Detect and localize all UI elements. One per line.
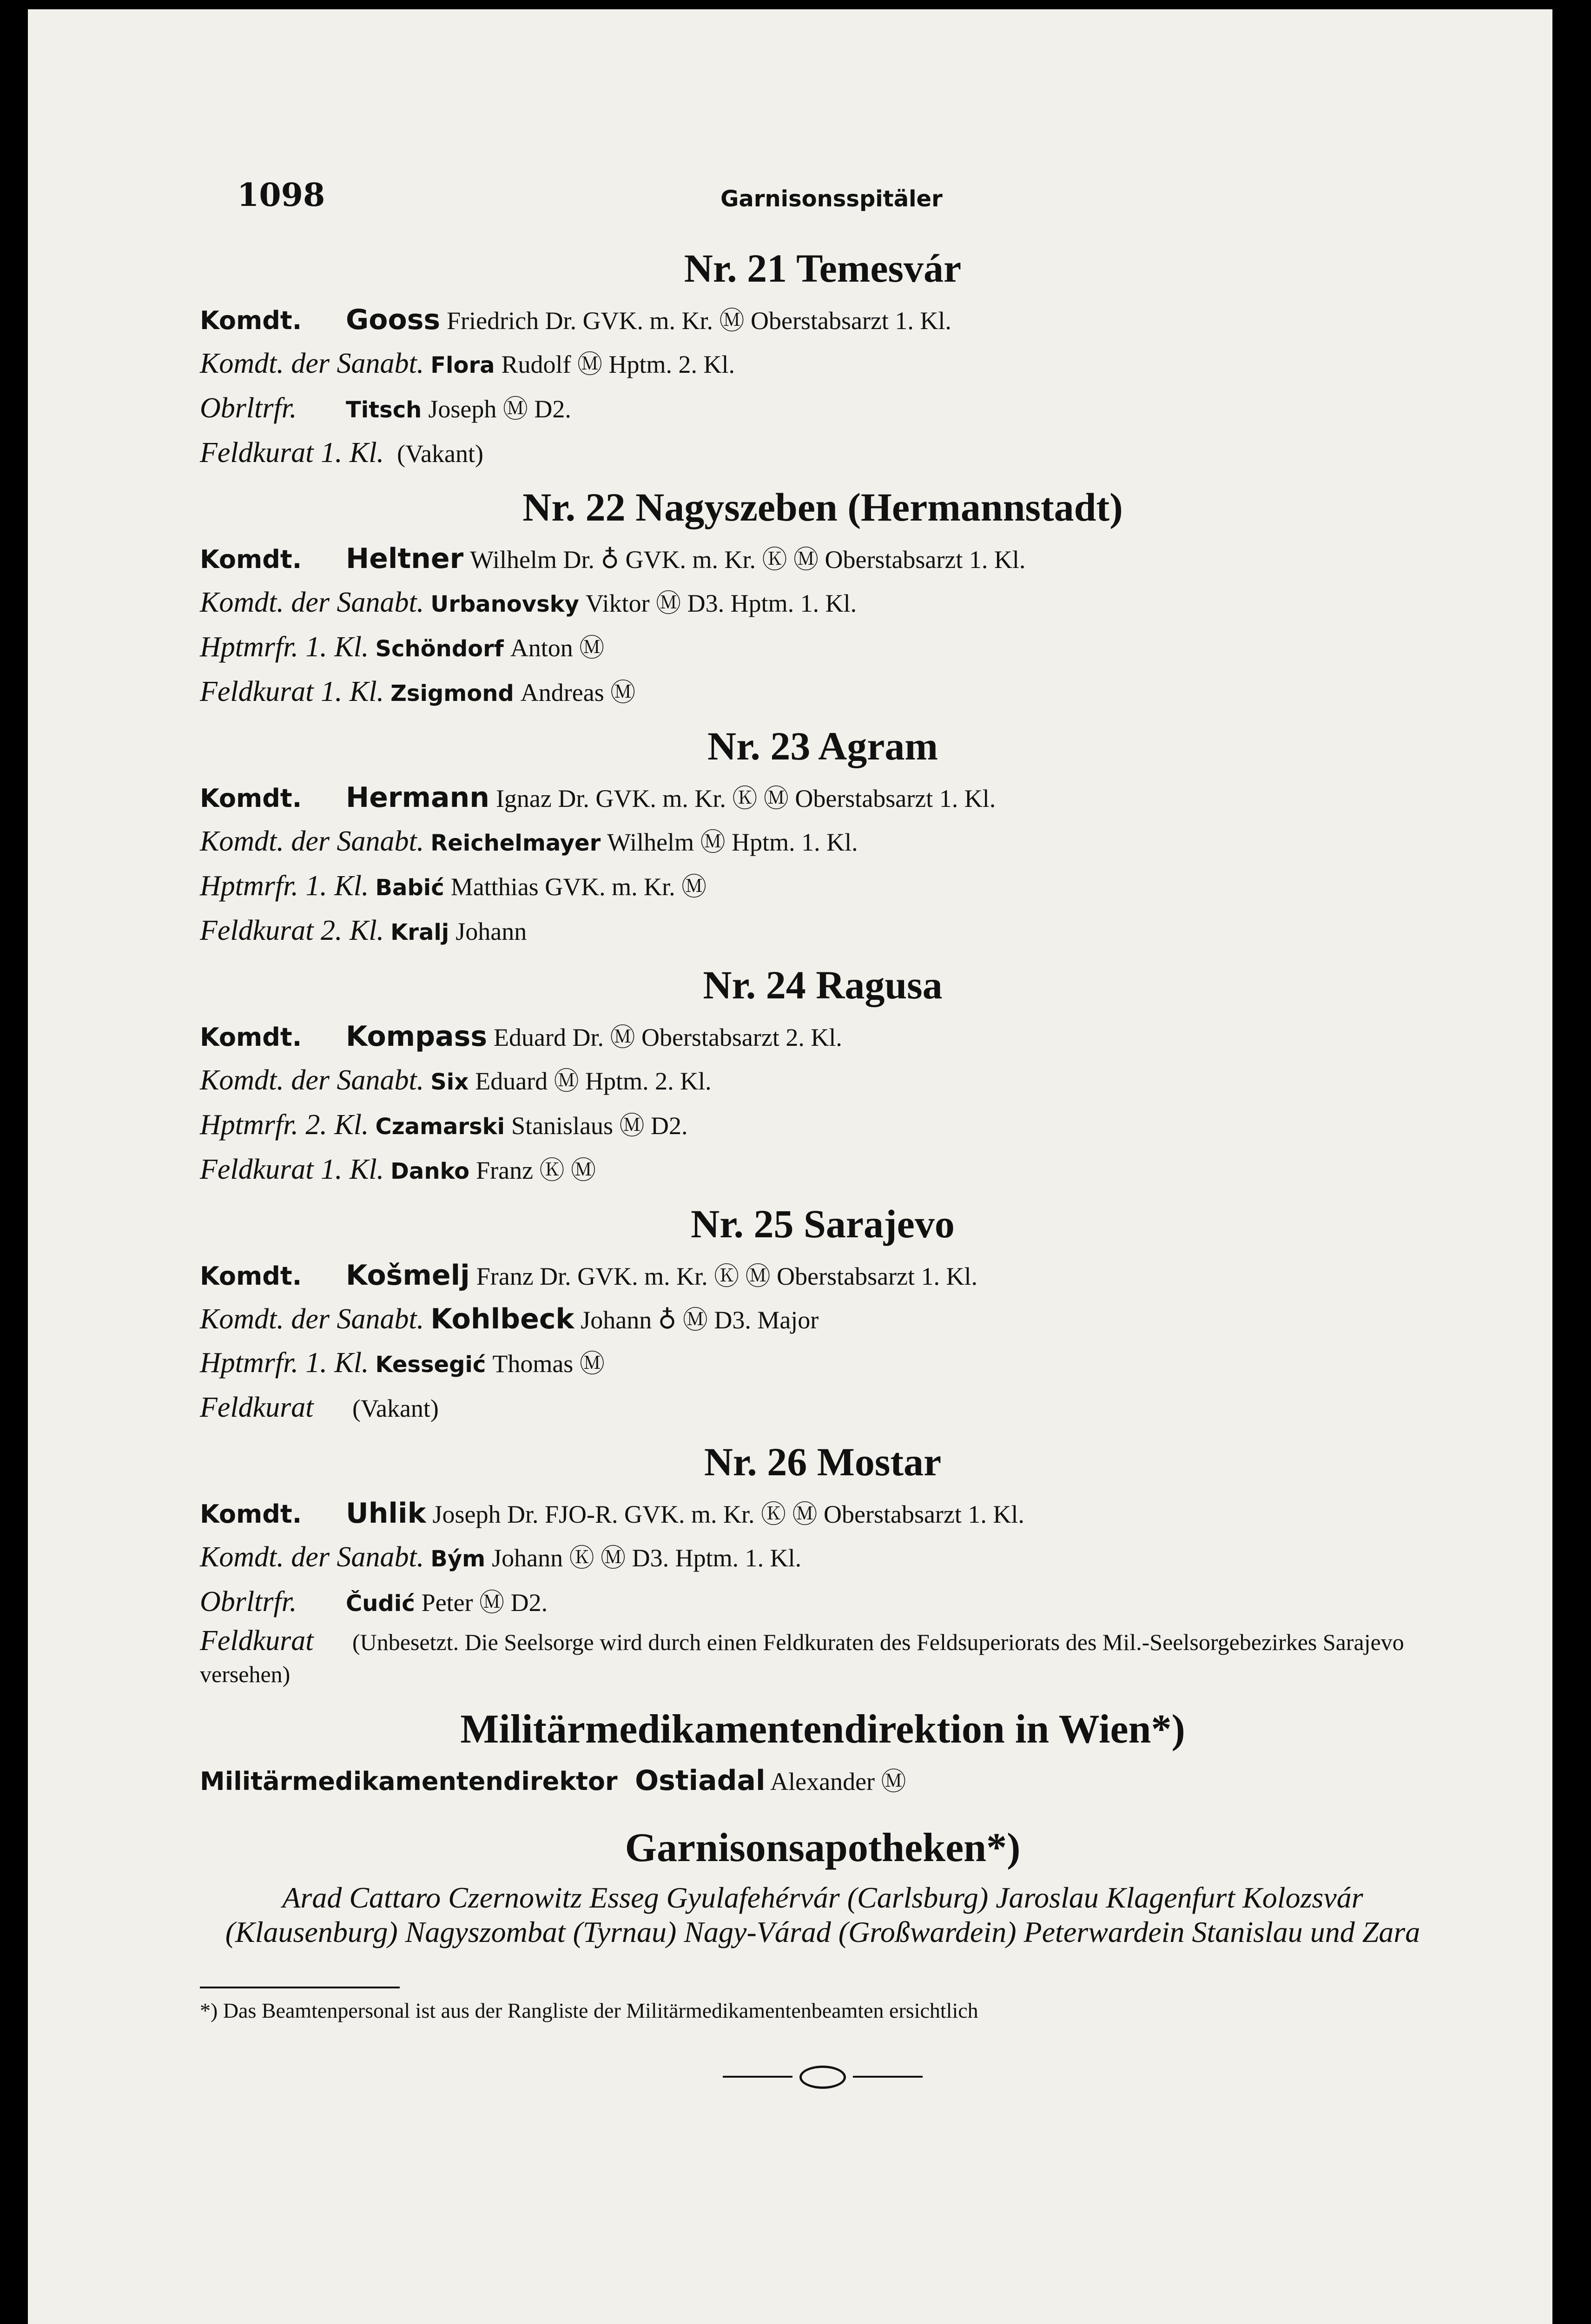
entry-row bbox=[200, 1254, 1446, 1298]
entry-role: Komdt. der Sanabt. bbox=[200, 1064, 424, 1096]
entry-details: Johann bbox=[456, 918, 527, 945]
entry-details: Friedrich Dr. GVK. m. Kr. Ⓜ Oberstabsarzt 1. Kl. bbox=[447, 307, 951, 335]
entry-name: Košmelj bbox=[346, 1259, 470, 1292]
entry-details: Anton Ⓜ bbox=[510, 634, 605, 662]
entry-details: Franz Ⓚ Ⓜ bbox=[476, 1156, 596, 1184]
entry-role: Feldkurat bbox=[200, 1392, 314, 1423]
entry-role: Hptmrfr. 1. Kl. bbox=[200, 1347, 369, 1379]
entry-row bbox=[200, 1103, 1446, 1148]
entry-role: Feldkurat 1. Kl. bbox=[200, 437, 384, 469]
section-nr22 bbox=[200, 480, 1446, 715]
entry-name: Kohlbeck bbox=[430, 1303, 574, 1335]
entry-row bbox=[200, 1298, 1446, 1341]
entry-details: Thomas Ⓜ bbox=[492, 1350, 605, 1378]
entry-name: Uhlik bbox=[346, 1497, 426, 1530]
entry-role: Feldkurat 2. Kl. bbox=[200, 915, 384, 946]
entry-name: Six bbox=[430, 1069, 469, 1095]
entry-role: Komdt. bbox=[200, 1023, 302, 1052]
entry-row bbox=[200, 820, 1446, 865]
entry-name: Zsigmond bbox=[390, 680, 514, 706]
entry-role: Obrltrfr. bbox=[200, 392, 297, 424]
entry-role: Komdt. bbox=[200, 545, 302, 574]
section-title: Nr. 22 Nagyszeben (Hermannstadt) bbox=[522, 485, 1123, 529]
entry-role: Komdt. der Sanabt. bbox=[200, 1303, 424, 1335]
entry-details: (Vakant) bbox=[397, 440, 483, 468]
entry-row bbox=[200, 1625, 1446, 1690]
entry-role: Komdt. der Sanabt. bbox=[200, 825, 424, 857]
section-title: Nr. 26 Mostar bbox=[704, 1439, 942, 1484]
entry-name: Flora bbox=[430, 352, 495, 378]
entry-details: Peter Ⓜ D2. bbox=[421, 1589, 548, 1617]
entry-row bbox=[200, 1492, 1446, 1536]
entry-details: Andreas Ⓜ bbox=[520, 679, 636, 706]
entry-details: Johann ♁ Ⓜ D3. Major bbox=[581, 1306, 819, 1334]
entry-row bbox=[200, 1536, 1446, 1580]
entry-row bbox=[200, 1015, 1446, 1059]
entry-name: Urbanovsky bbox=[430, 591, 579, 617]
entry-name: Reichelmayer bbox=[430, 830, 601, 856]
entry-role: Feldkurat bbox=[200, 1625, 314, 1657]
entry-row bbox=[200, 581, 1446, 626]
entry-details: Eduard Dr. Ⓜ Oberstabsarzt 2. Kl. bbox=[494, 1023, 842, 1051]
directorate-row bbox=[200, 1760, 1446, 1802]
section-nr21 bbox=[200, 241, 1446, 476]
running-title: Garnisonsspitäler bbox=[720, 186, 943, 212]
entry-details: Matthias GVK. m. Kr. Ⓜ bbox=[450, 873, 707, 901]
section-title: Nr. 24 Ragusa bbox=[703, 963, 943, 1007]
entry-row bbox=[200, 387, 1446, 431]
ornament-line-left bbox=[723, 2076, 792, 2078]
entry-row bbox=[200, 537, 1446, 581]
entry-row bbox=[200, 1059, 1446, 1103]
entry-name: Gooss bbox=[346, 304, 441, 336]
entry-role: Hptmrfr. 1. Kl. bbox=[200, 870, 369, 902]
section-nr25 bbox=[200, 1196, 1446, 1431]
entry-role: Komdt. bbox=[200, 1499, 302, 1529]
entry-details: Wilhelm Dr. ♁ GVK. m. Kr. Ⓚ Ⓜ Oberstabsarzt 1. Kl. bbox=[470, 546, 1026, 574]
footnote: *) Das Beamtenpersonal ist aus der Rangliste der Militärmedikamentenbeamten ersichtlich bbox=[200, 1999, 978, 2022]
entry-name: Kompass bbox=[346, 1020, 488, 1053]
entry-name: Heltner bbox=[346, 542, 464, 575]
entry-name: Schöndorf bbox=[375, 636, 504, 662]
page-header bbox=[200, 167, 1446, 237]
entry-role: Hptmrfr. 1. Kl. bbox=[200, 631, 369, 663]
section-title: Nr. 23 Agram bbox=[707, 724, 938, 768]
entry-role: Feldkurat 1. Kl. bbox=[200, 1154, 384, 1185]
footnote-rule bbox=[200, 1987, 400, 1988]
entry-role: Komdt. der Sanabt. bbox=[200, 1541, 424, 1573]
entry-details: Ignaz Dr. GVK. m. Kr. Ⓚ Ⓜ Oberstabsarzt 1. Kl. bbox=[495, 785, 996, 812]
section-nr24 bbox=[200, 957, 1446, 1193]
entry-details: Viktor Ⓜ D3. Hptm. 1. Kl. bbox=[585, 589, 857, 617]
page-number: 1098 bbox=[237, 177, 325, 214]
ornament-center bbox=[799, 2066, 846, 2089]
entry-role: Komdt. bbox=[200, 306, 302, 335]
entry-details: Franz Dr. GVK. m. Kr. Ⓚ Ⓜ Oberstabsarzt 1. Kl. bbox=[476, 1262, 978, 1290]
entry-name: Kralj bbox=[390, 919, 449, 945]
entry-name: Babić bbox=[375, 875, 444, 901]
entry-role: Hptmrfr. 2. Kl. bbox=[200, 1109, 369, 1141]
pharmacies-list: Arad Cattaro Czernowitz Esseg Gyulafehérvár (Carlsburg) Jaroslau Klagenfurt Kolozsvár (Klausenburg) Nagyszombat (Tyrnau) Nagy-Várad (Großwardein) Peterwardein Stanislau und Zara bbox=[225, 1881, 1420, 1948]
entry-row bbox=[200, 776, 1446, 820]
entry-name: Čudić bbox=[346, 1591, 415, 1617]
pharmacies-section bbox=[200, 1816, 1446, 1949]
entry-row bbox=[200, 431, 1446, 476]
entry-role: Feldkurat 1. Kl. bbox=[200, 676, 384, 707]
directorate-details: Alexander Ⓜ bbox=[770, 1768, 906, 1796]
entry-row bbox=[200, 909, 1446, 954]
entry-name: Bým bbox=[430, 1546, 486, 1572]
entry-details: Joseph Dr. FJO-R. GVK. m. Kr. Ⓚ Ⓜ Oberstabsarzt 1. Kl. bbox=[432, 1500, 1024, 1528]
entry-row bbox=[200, 1148, 1446, 1193]
entry-name: Kessegić bbox=[375, 1352, 486, 1378]
entry-details: Stanislaus Ⓜ D2. bbox=[511, 1112, 688, 1140]
entry-row bbox=[200, 670, 1446, 715]
directorate-section bbox=[200, 1699, 1446, 1802]
entry-name: Hermann bbox=[346, 781, 489, 814]
entry-name: Czamarski bbox=[375, 1114, 505, 1140]
entry-name: Danko bbox=[390, 1158, 470, 1184]
entry-role: Komdt. bbox=[200, 784, 302, 813]
ornament-line-right bbox=[853, 2076, 923, 2078]
entry-role: Komdt. bbox=[200, 1261, 302, 1291]
entry-row bbox=[200, 342, 1446, 387]
directorate-title: Militärmedikamentendirektion in Wien*) bbox=[460, 1707, 1185, 1752]
entry-row bbox=[200, 865, 1446, 909]
entry-row bbox=[200, 1580, 1446, 1625]
entry-details: (Vakant) bbox=[352, 1394, 439, 1422]
pharmacies-title: Garnisonsapotheken*) bbox=[625, 1825, 1021, 1870]
entry-row bbox=[200, 626, 1446, 670]
entry-role: Obrltrfr. bbox=[200, 1586, 297, 1618]
section-title: Nr. 25 Sarajevo bbox=[691, 1202, 955, 1246]
entry-details: (Unbesetzt. Die Seelsorge wird durch einen Feldkuraten des Feldsuperiorats des Mil.-Seelsorgebezirkes Sarajevo versehen) bbox=[200, 1629, 1404, 1687]
entry-row bbox=[200, 298, 1446, 342]
section-nr26 bbox=[200, 1434, 1446, 1690]
ornament-divider bbox=[723, 2066, 923, 2089]
entry-details: Eduard Ⓜ Hptm. 2. Kl. bbox=[475, 1067, 712, 1095]
entry-role: Komdt. der Sanabt. bbox=[200, 348, 424, 379]
entry-row bbox=[200, 1386, 1446, 1431]
directorate-role: Militärmedikamentendirektor bbox=[200, 1767, 618, 1796]
entry-details: Johann Ⓚ Ⓜ D3. Hptm. 1. Kl. bbox=[492, 1544, 802, 1572]
entry-details: Rudolf Ⓜ Hptm. 2. Kl. bbox=[501, 350, 735, 378]
entry-details: Wilhelm Ⓜ Hptm. 1. Kl. bbox=[607, 828, 858, 856]
section-nr23 bbox=[200, 719, 1446, 954]
entry-row bbox=[200, 1341, 1446, 1386]
directorate-name: Ostiadal bbox=[635, 1764, 766, 1797]
section-title: Nr. 21 Temesvár bbox=[684, 246, 962, 290]
page-content bbox=[200, 167, 1446, 2089]
entry-details: Joseph Ⓜ D2. bbox=[428, 395, 571, 423]
entry-role: Komdt. der Sanabt. bbox=[200, 587, 424, 618]
entry-name: Titsch bbox=[346, 397, 422, 423]
scanned-page bbox=[28, 9, 1552, 2324]
